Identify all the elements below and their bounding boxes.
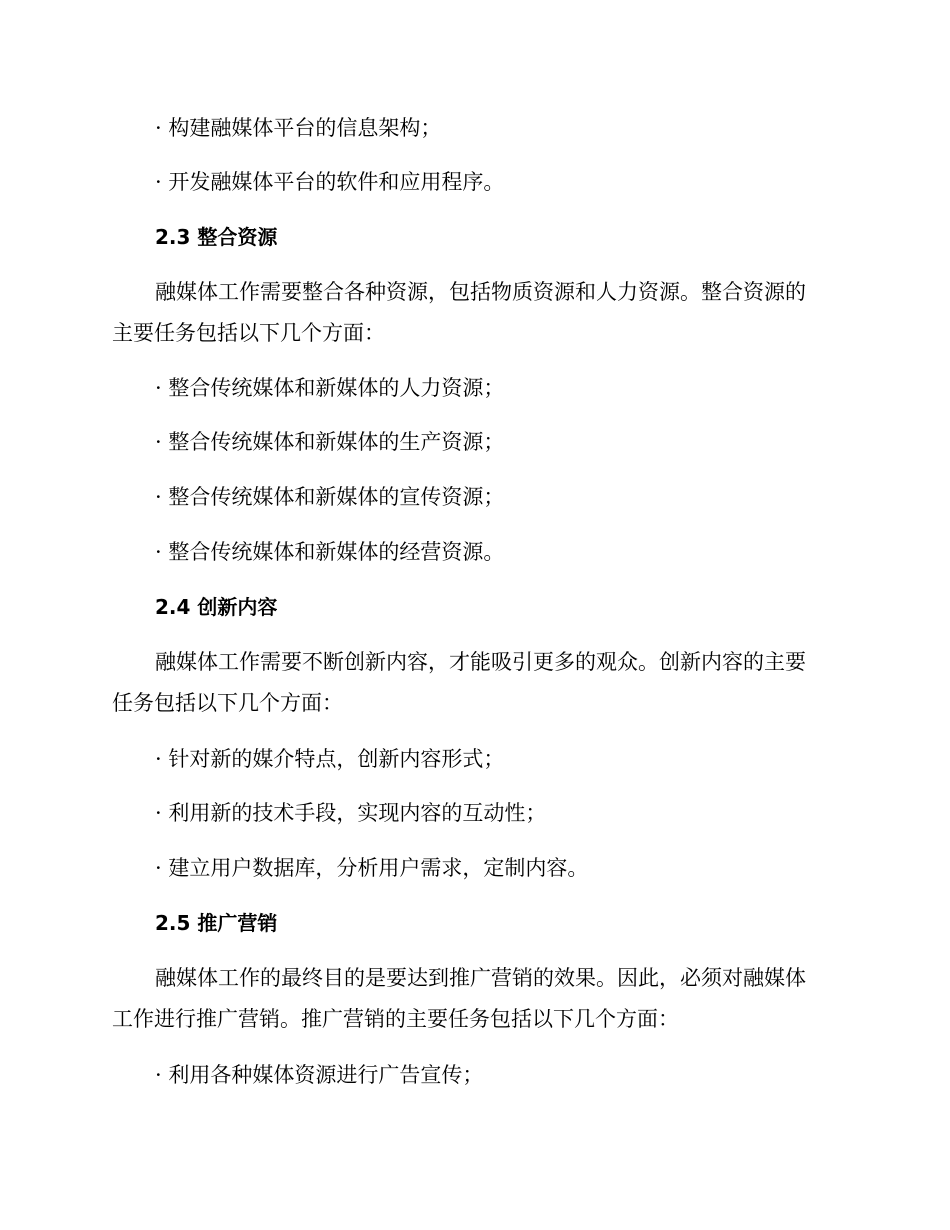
bullet-item: · 开发融媒体平台的软件和应用程序。	[155, 170, 505, 194]
bullet-item: · 利用新的技术手段，实现内容的互动性；	[155, 801, 547, 825]
section-heading-2-4: 2.4 创新内容	[155, 595, 278, 619]
bullet-item: · 整合传统媒体和新媒体的经营资源。	[155, 540, 505, 564]
paragraph-line: 融媒体工作的最终目的是要达到推广营销的效果。因此，必须对融媒体	[155, 966, 806, 990]
paragraph-line: 融媒体工作需要整合各种资源，包括物质资源和人力资源。整合资源的	[155, 280, 806, 304]
bullet-item: · 整合传统媒体和新媒体的宣传资源；	[155, 485, 505, 509]
bullet-item: · 整合传统媒体和新媒体的人力资源；	[155, 376, 505, 400]
section-heading-2-5: 2.5 推广营销	[155, 911, 278, 935]
bullet-item: · 利用各种媒体资源进行广告宣传；	[155, 1063, 484, 1087]
paragraph-line: 主要任务包括以下几个方面：	[112, 321, 385, 345]
bullet-item: · 构建融媒体平台的信息架构；	[155, 116, 442, 140]
section-heading-2-3: 2.3 整合资源	[155, 225, 278, 249]
bullet-item: · 针对新的媒介特点，创新内容形式；	[155, 747, 505, 771]
bullet-item: · 建立用户数据库，分析用户需求，定制内容。	[155, 856, 589, 880]
paragraph-line: 融媒体工作需要不断创新内容，才能吸引更多的观众。创新内容的主要	[155, 650, 806, 674]
paragraph-line: 工作进行推广营销。推广营销的主要任务包括以下几个方面：	[112, 1007, 679, 1031]
paragraph-line: 任务包括以下几个方面：	[112, 691, 343, 715]
bullet-item: · 整合传统媒体和新媒体的生产资源；	[155, 430, 505, 454]
